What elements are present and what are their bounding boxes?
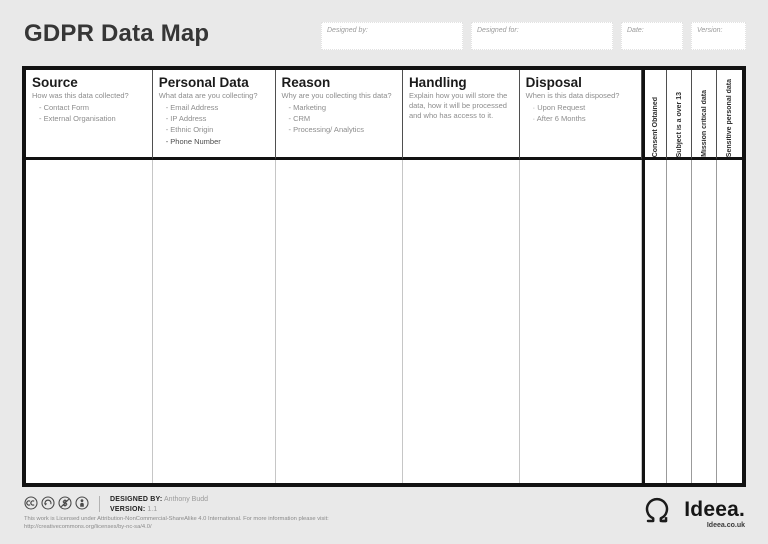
designed-by-credit-value: Anthony Budd — [164, 496, 208, 503]
body-cell-sensitive-personal[interactable] — [717, 160, 742, 483]
page-title: GDPR Data Map — [24, 20, 210, 47]
ideea-logo-icon — [638, 492, 676, 535]
column-header-disposal — [520, 70, 643, 160]
flag-label: Mission critical data — [700, 90, 708, 157]
column-subtitle: Why are you collecting this data? — [281, 91, 392, 100]
example-item: - Ethnic Origin — [165, 125, 214, 135]
body-cell-subject-over-13[interactable] — [667, 160, 692, 483]
column-title: Source — [32, 75, 78, 90]
example-item: - Processing/ Analytics — [288, 125, 364, 135]
example-item: - Email Address — [165, 102, 219, 112]
designed-for-field[interactable] — [471, 22, 613, 50]
footer-credits — [24, 495, 208, 515]
column-title: Disposal — [525, 75, 582, 90]
column-subtitle: When is this data disposed? — [525, 91, 620, 100]
column-header-handling — [403, 70, 520, 160]
gdpr-data-map-table — [22, 66, 746, 487]
meta-fields-row — [321, 22, 746, 50]
example-item: - Contact Form — [39, 102, 90, 112]
column-title: Reason — [281, 75, 331, 90]
column-title: Personal Data — [158, 75, 249, 90]
example-item: - Marketing — [288, 102, 327, 112]
brand-url[interactable]: Ideea.co.uk — [706, 521, 745, 529]
body-cell-source[interactable] — [26, 160, 153, 483]
designed-by-field[interactable] — [321, 22, 463, 50]
body-cell-consent-obtained[interactable] — [642, 160, 667, 483]
example-item: - IP Address — [165, 114, 207, 123]
license-line: This work is Licensed under Attribution-NonCommercial-ShareAlike 4.0 International. For more information please visit: — [24, 516, 329, 522]
version-credit-label: VERSION: — [110, 505, 146, 513]
license-url: http://creativecommons.org/licenses/by-nc-sa/4.0/ — [24, 524, 152, 531]
column-header-reason — [276, 70, 403, 160]
example-item: - External Organisation — [39, 114, 116, 123]
body-cell-reason[interactable] — [276, 160, 403, 483]
example-item: - CRM — [288, 114, 311, 123]
column-title: Handling — [408, 75, 467, 90]
date-field[interactable] — [621, 22, 683, 50]
brand-block — [638, 492, 745, 535]
designed-by-credit-label: DESIGNED BY: — [110, 496, 163, 503]
example-item: · After 6 Months — [532, 114, 586, 123]
column-header-personal-data — [153, 70, 276, 160]
attribution-icon — [75, 496, 89, 510]
body-cell-personal-data[interactable] — [153, 160, 276, 483]
version-field[interactable] — [691, 22, 746, 50]
column-examples — [526, 102, 636, 125]
column-subtitle: Explain how you will store the data, how it will be processed and who has access to it. — [408, 91, 508, 120]
version-label: Version: — [697, 27, 723, 34]
non-commercial-icon — [58, 496, 72, 510]
license-icons — [24, 495, 89, 510]
example-item: - Phone Number — [165, 136, 221, 146]
column-header-source — [26, 70, 153, 160]
body-cell-disposal[interactable] — [520, 160, 643, 483]
flag-header-mission-critical — [692, 70, 717, 160]
flag-label: Subject is a over 13 — [675, 91, 683, 157]
column-examples — [159, 102, 269, 147]
designer-credit — [110, 495, 208, 515]
flag-header-subject-over-13 — [667, 70, 692, 160]
flag-header-sensitive-personal — [717, 70, 742, 160]
designed-by-label: Designed by: — [327, 27, 368, 34]
flag-label: Sensitive personal data — [725, 78, 733, 157]
column-examples — [32, 102, 146, 125]
example-item: · Upon Request — [532, 102, 586, 112]
version-credit-value: 1.1 — [147, 505, 158, 513]
designed-for-label: Designed for: — [477, 27, 519, 34]
date-label: Date: — [627, 27, 644, 34]
column-subtitle: What data are you collecting? — [158, 91, 258, 100]
flag-label: Consent Obtained — [652, 96, 660, 157]
share-alike-icon — [41, 496, 55, 510]
flag-header-consent-obtained — [642, 70, 667, 160]
cc-icon — [24, 496, 38, 510]
footer-divider — [99, 496, 100, 512]
column-examples — [282, 102, 396, 136]
license-text — [24, 515, 329, 532]
column-subtitle: How was this data collected? — [32, 91, 129, 100]
body-cell-handling[interactable] — [403, 160, 520, 483]
body-cell-mission-critical[interactable] — [692, 160, 717, 483]
brand-name: Ideea. — [684, 497, 745, 521]
